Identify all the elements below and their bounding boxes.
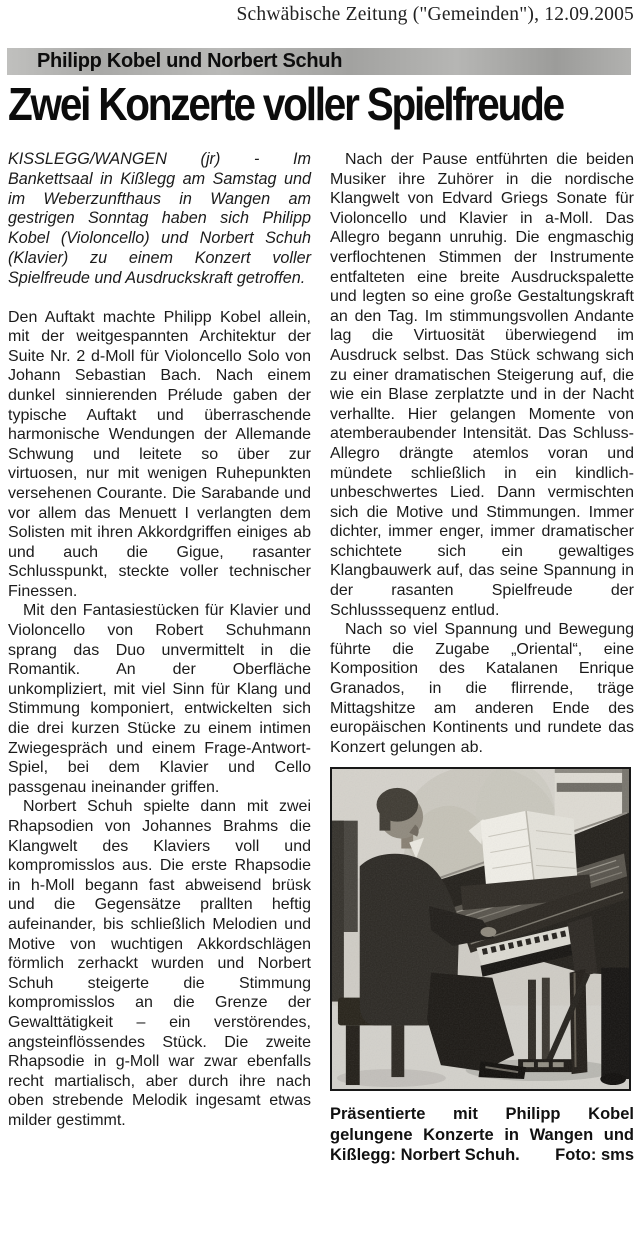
column-left xyxy=(8,150,311,1131)
body-paragraph-5: Nach so viel Spannung und Bewegung führte die Zugabe „Oriental“, eine Komposition des Katalanen Enrique Granados, in die flirrende, träge Mittagshitze am anderen Ende des europäischen Kontinents und rundete das Konzert gelungen ab. xyxy=(330,621,634,756)
kicker-text: Philipp Kobel und Norbert Schuh xyxy=(37,50,343,72)
article-photo xyxy=(330,767,631,1091)
source-dateline: Schwäbische Zeitung ("Gemeinden"), 12.09.2005 xyxy=(236,4,634,25)
photo-grain xyxy=(332,769,629,1089)
photo-credit: Foto: sms xyxy=(555,1146,634,1165)
lead-paragraph: KISSLEGG/WANGEN (jr) - Im Bankettsaal in Kißlegg am Samstag und im Weberzunfthaus in Wangen am gestrigen Sonntag haben sich Philipp Kobel (Violoncello) und Norbert Schuh (Klavier) zu einem Konzert voller Spielfreude und Ausdruckskraft getroffen. xyxy=(8,150,311,287)
photo-caption-text: Präsentierte mit Philipp Kobel gelungene Konzerte in Wangen und Kißlegg: Norbert Schuh. xyxy=(330,1105,634,1165)
body-paragraph-2: Mit den Fantasiestücken für Klavier und Violoncello von Robert Schuhmann sprang das Duo unvermittelt in die Romantik. An der Oberfläche unkompliziert, mit viel Sinn für Klang und Stimmung komponiert, entwickelten sich die drei kurzen Stücke zu einem intimen Zwiegespräch und einem Frage-Antwort-Spiel, bei dem Klavier und Cello passgenau ineinander griffen. xyxy=(8,602,311,796)
body-paragraph-4: Nach der Pause entführten die beiden Musiker ihre Zuhörer in die nordische Klangwelt von Edvard Griegs Sonate für Violoncello und Klavier in a-Moll. Das Allegro begann unruhig. Die engmaschig verflochtenen Stimmen der Instrumente entfalteten eine breite Ausdruckspalette und legten so eine große Gestaltungskraft an den Tag. Im stimmungsvollen Andante lag die Virtuosität überwiegend im Ausdruck selbst. Das Stück schwang sich zu einer dramatischen Steigerung auf, die wie ein Blase zerplatzte und in der Nacht verhallte. Hier gelangen Momente von atemberaubender Intensität. Das Schluss-Allegro drängte atemlos voran und mündete schließlich in ein kindlich-unbeschwertes Lied. Dann vermischten sich die Motive und Stimmungen. Immer dichter, immer enger, immer dramatischer schichtete sich ein gewaltiges Klangbauwerk auf, das seine Spannung in der rasanten Spielfreude der Schlusssequenz entlud. xyxy=(330,151,634,619)
photo-caption xyxy=(330,1104,634,1166)
article-headline: Zwei Konzerte voller Spielfreude xyxy=(8,78,563,130)
column-right xyxy=(330,150,634,1166)
piano-photo-illustration xyxy=(332,769,629,1089)
body-paragraph-1: Den Auftakt machte Philipp Kobel allein, mit der weitgespannten Architektur der Suite Nr. 2 d-Moll für Violoncello Solo von Johann Sebastian Bach. Nach einem dunkel sinnierenden Prélude gaben der typische Auftakt und überraschende harmonische Wendungen der Allemande Schwung und leitete so über zur virtuosen, nur mit wenigen Ruhepunkten versehenen Courante. Die Sarabande und vor allem das Menuett I verlangten dem Solisten mit ihren Akkordgriffen einiges ab und auch die Gigue, rasanter Schlusspunkt, steckte voller technischer Finessen. xyxy=(8,308,311,600)
body-paragraph-3: Norbert Schuh spielte dann mit zwei Rhapsodien von Johannes Brahms die Klangwelt des Klaviers voll und kompromisslos aus. Die erste Rhapsodie in h-Moll begann fast abweisend brüsk und die Gegensätze prallten heftig aufeinander, bis schließlich Melodien und Motive von wuchtigen Akkordschlägen förmlich zerhackt wurden und Norbert Schuh steigerte die Stimmung kompromisslos an die Grenze der Gewalttätigkeit – ein verstörendes, angsteinflössendes Stück. Die zweite Rhapsodie in g-Moll war zwar ebenfalls recht martialisch, aber durch ihre nach oben strebende Melodik ingesamt etwas milder gestimmt. xyxy=(8,798,311,1129)
kicker-bar xyxy=(7,48,631,75)
